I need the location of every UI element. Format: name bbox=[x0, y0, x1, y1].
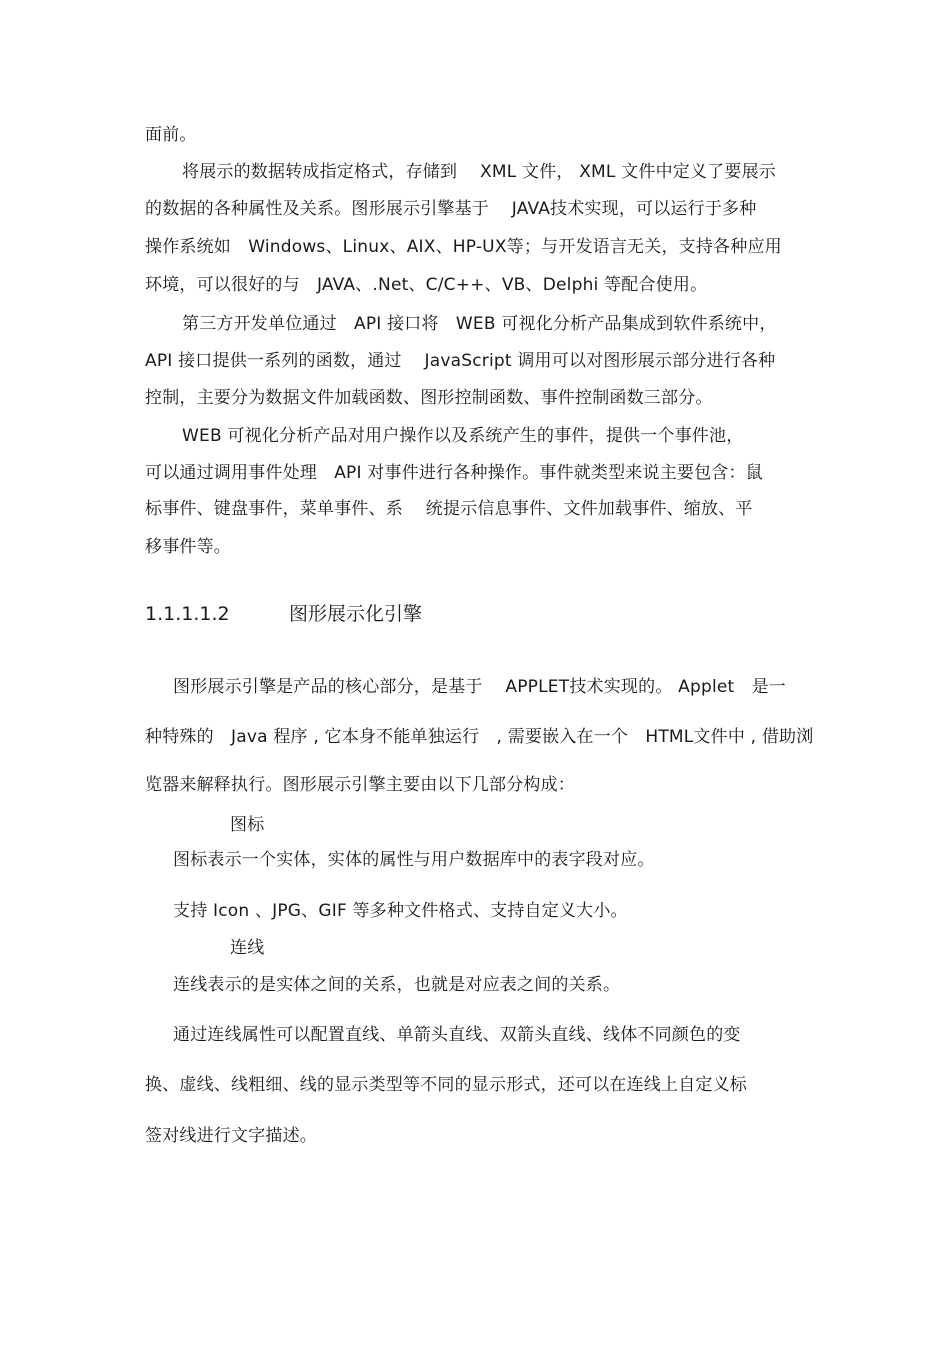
paragraph-line: 图形展示引擎是产品的核心部分，是基于 APPLET技术实现的。 Applet 是一 bbox=[173, 677, 786, 697]
paragraph-line: 控制，主要分为数据文件加载函数、图形控制函数、事件控制函数三部分。 bbox=[145, 388, 713, 408]
paragraph-line: 操作系统如 Windows、Linux、AIX、HP-UX等；与开发语言无关，支持各种应用 bbox=[145, 237, 782, 257]
paragraph-line: 通过连线属性可以配置直线、单箭头直线、双箭头直线、线体不同颜色的变 bbox=[173, 1025, 741, 1045]
paragraph-line: 标事件、键盘事件，菜单事件、系 统提示信息事件、文件加载事件、缩放、平 bbox=[145, 499, 753, 519]
paragraph-line: 连线表示的是实体之间的关系，也就是对应表之间的关系。 bbox=[173, 975, 621, 995]
paragraph-line: API 接口提供一系列的函数，通过 JavaScript 调用可以对图形展示部分进行各种 bbox=[145, 351, 776, 371]
paragraph-line: 签对线进行文字描述。 bbox=[145, 1126, 317, 1146]
paragraph-line: 支持 Icon 、JPG、GIF 等多种文件格式、支持自定义大小。 bbox=[173, 901, 628, 921]
paragraph-line: 览器来解释执行。图形展示引擎主要由以下几部分构成： bbox=[145, 775, 575, 795]
section-title: 图形展示化引擎 bbox=[289, 603, 423, 625]
paragraph-line: 可以通过调用事件处理 API 对事件进行各种操作。事件就类型来说主要包含：鼠 bbox=[145, 463, 763, 483]
paragraph-line: 种特殊的 Java 程序 , 它本身不能单独运行 , 需要嵌入在一个 HTML文件中 , 借助浏 bbox=[145, 727, 814, 747]
section-number: 1.1.1.1.2 bbox=[145, 603, 230, 625]
paragraph-line: 环境，可以很好的与 JAVA、.Net、C/C++、VB、Delphi 等配合使用。 bbox=[145, 275, 708, 295]
paragraph-line: 移事件等。 bbox=[145, 537, 231, 557]
paragraph-line: 将展示的数据转成指定格式，存储到 XML 文件， XML 文件中定义了要展示 bbox=[182, 162, 776, 182]
paragraph-line: 的数据的各种属性及关系。图形展示引擎基于 JAVA技术实现，可以运行于多种 bbox=[145, 199, 757, 219]
paragraph-line: WEB 可视化分析产品对用户操作以及系统产生的事件，提供一个事件池， bbox=[182, 426, 744, 446]
subsection-label-line: 连线 bbox=[230, 938, 265, 958]
subsection-label-icon: 图标 bbox=[230, 815, 265, 835]
paragraph-line: 面前。 bbox=[145, 125, 197, 145]
paragraph-line: 第三方开发单位通过 API 接口将 WEB 可视化分析产品集成到软件系统中， bbox=[182, 314, 777, 334]
paragraph-line: 换、虚线、线粗细、线的显示类型等不同的显示形式，还可以在连线上自定义标 bbox=[145, 1075, 747, 1095]
paragraph-line: 图标表示一个实体，实体的属性与用户数据库中的表字段对应。 bbox=[173, 850, 655, 870]
